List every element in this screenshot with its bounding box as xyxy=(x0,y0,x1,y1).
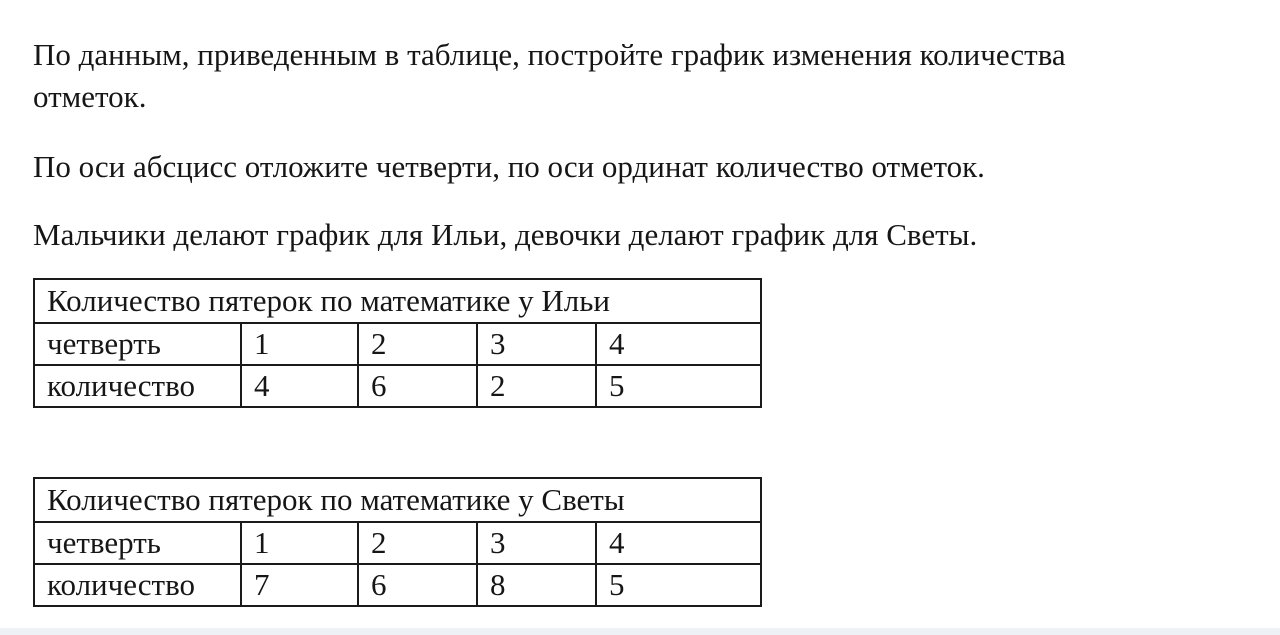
instruction-line-2: отметок. xyxy=(33,79,147,114)
table-cell: 5 xyxy=(596,564,761,606)
table-title: Количество пятерок по математике у Ильи xyxy=(34,279,761,323)
table-cell: 3 xyxy=(477,323,596,365)
table-row-counts xyxy=(34,564,761,606)
row-label-quarter: четверть xyxy=(34,323,241,365)
row-label-quarter: четверть xyxy=(34,522,241,564)
table-cell: 1 xyxy=(241,323,358,365)
table-title: Количество пятерок по математике у Светы xyxy=(34,478,761,522)
table-cell: 4 xyxy=(596,522,761,564)
row-label-count: количество xyxy=(34,365,241,407)
table-row-quarters xyxy=(34,323,761,365)
instruction-line-1: По данным, приведенным в таблице, постройте график изменения количества xyxy=(33,37,1066,72)
instruction-paragraph-2: По оси абсцисс отложите четверти, по оси ординат количество отметок. xyxy=(33,149,985,184)
table-cell: 5 xyxy=(596,365,761,407)
instruction-paragraph-1 xyxy=(33,34,1066,118)
table-cell: 8 xyxy=(477,564,596,606)
row-label-count: количество xyxy=(34,564,241,606)
table-row-counts xyxy=(34,365,761,407)
table-cell: 3 xyxy=(477,522,596,564)
table-cell: 2 xyxy=(358,522,477,564)
bottom-strip xyxy=(0,628,1280,635)
table-row-quarters xyxy=(34,522,761,564)
table-title-row xyxy=(34,478,761,522)
sveta-marks-table xyxy=(33,477,762,607)
table-cell: 4 xyxy=(241,365,358,407)
instruction-paragraph-3: Мальчики делают график для Ильи, девочки делают график для Светы. xyxy=(33,217,978,252)
table-cell: 6 xyxy=(358,365,477,407)
table-cell: 6 xyxy=(358,564,477,606)
ilya-marks-table xyxy=(33,278,762,408)
table-title-row xyxy=(34,279,761,323)
table-cell: 2 xyxy=(477,365,596,407)
table-cell: 1 xyxy=(241,522,358,564)
table-cell: 7 xyxy=(241,564,358,606)
table-cell: 2 xyxy=(358,323,477,365)
table-cell: 4 xyxy=(596,323,761,365)
